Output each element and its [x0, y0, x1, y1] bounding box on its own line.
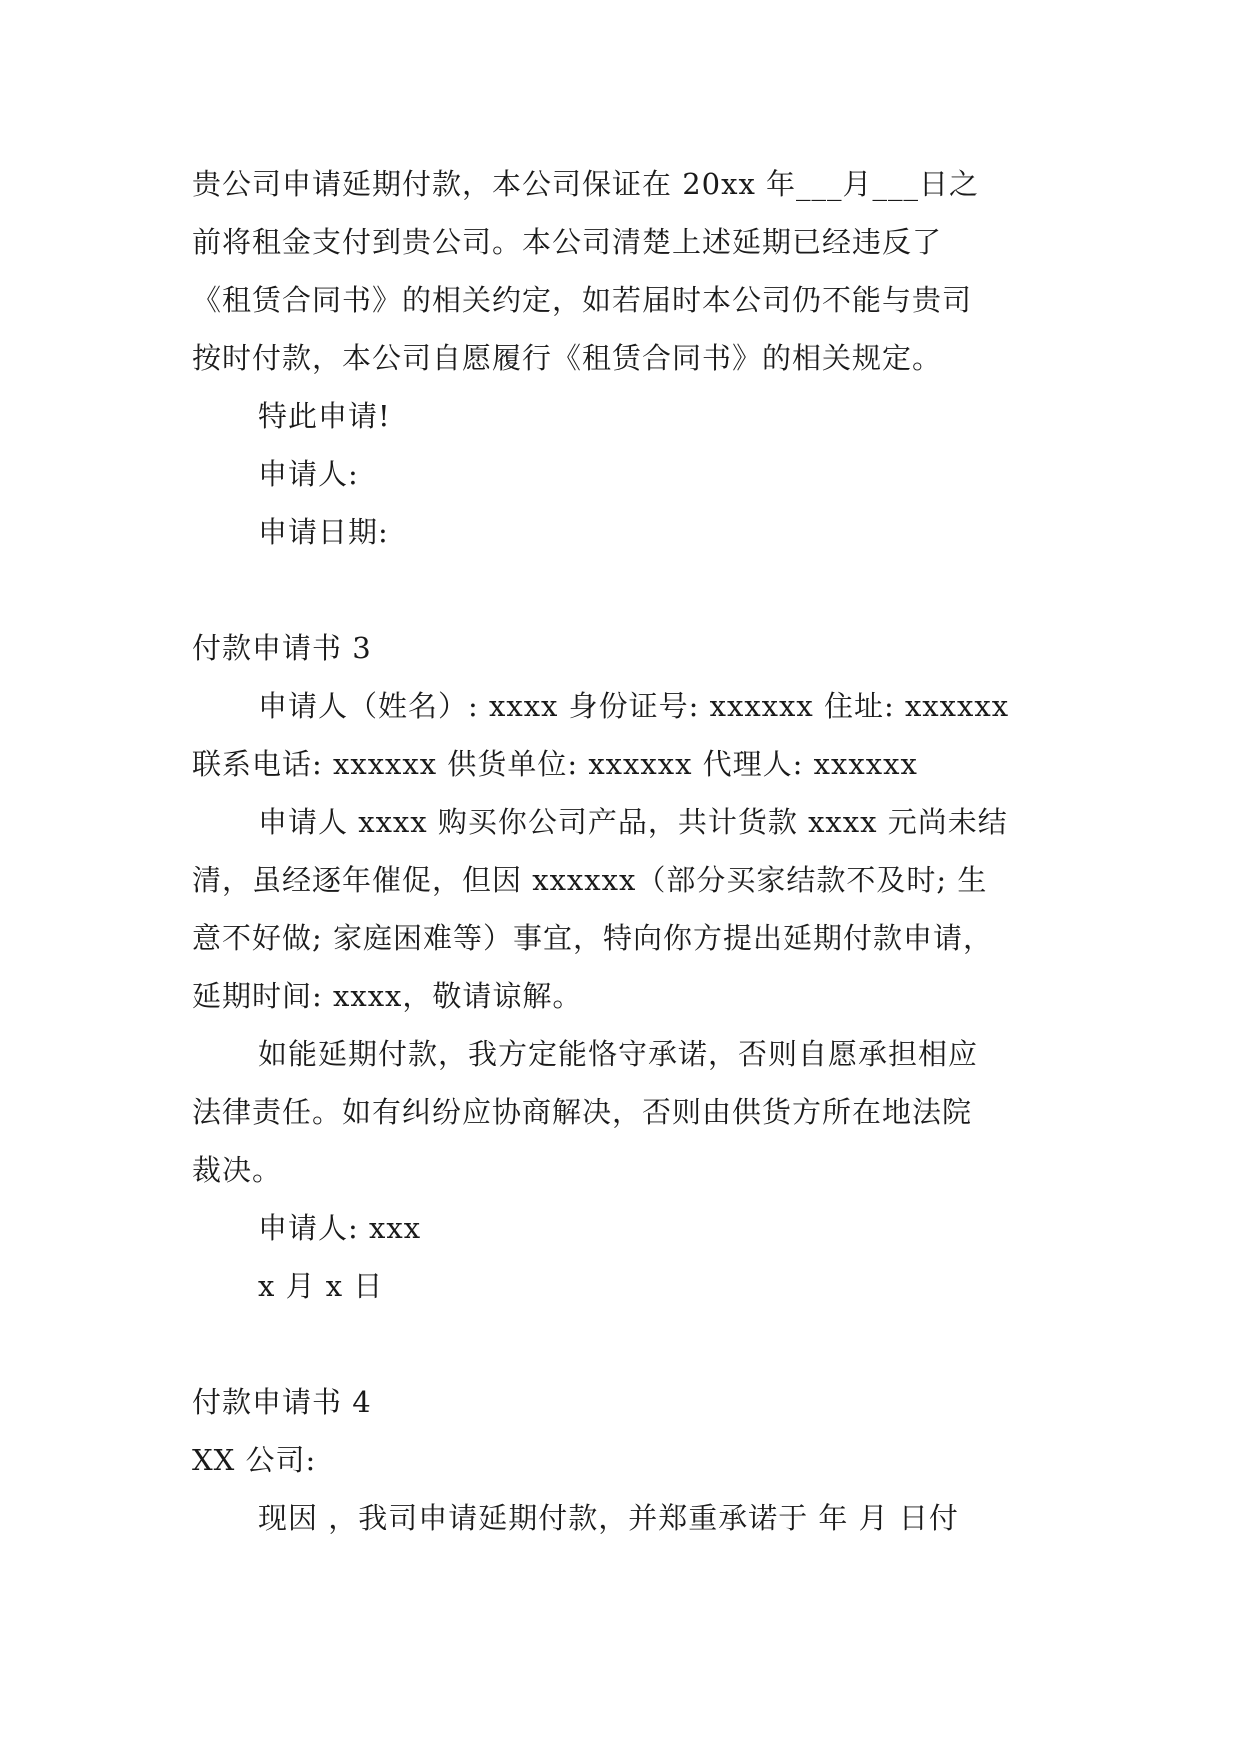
- paragraph-line: 裁决。: [192, 1153, 283, 1187]
- paragraph-line: 《租赁合同书》的相关约定，如若届时本公司仍不能与贵司: [192, 283, 973, 317]
- paragraph-line: 如能延期付款，我方定能恪守承诺，否则自愿承担相应: [258, 1037, 979, 1071]
- paragraph-line: 联系电话: xxxxxx 供货单位: xxxxxx 代理人: xxxxxx: [192, 747, 918, 781]
- application-date-label: 申请日期:: [258, 515, 389, 549]
- paragraph-line: 现因 ，我司申请延期付款，并郑重承诺于 年 月 日付: [258, 1501, 959, 1535]
- addressee-line: XX 公司:: [192, 1443, 317, 1477]
- paragraph-line: 申请人（姓名）: xxxx 身份证号: xxxxxx 住址: xxxxxx: [258, 689, 1010, 723]
- paragraph-line: 清，虽经逐年催促，但因 xxxxxx（部分买家结款不及时; 生: [192, 863, 988, 897]
- paragraph-line: 前将租金支付到贵公司。本公司清楚上述延期已经违反了: [192, 225, 943, 259]
- paragraph-line: 贵公司申请延期付款，本公司保证在 20xx 年___月___日之: [192, 167, 980, 201]
- paragraph-line: 申请人 xxxx 购买你公司产品，共计货款 xxxx 元尚未结: [258, 805, 1008, 839]
- signature-line: 申请人: xxx: [258, 1211, 422, 1245]
- paragraph-line: 延期时间: xxxx，敬请谅解。: [192, 979, 583, 1013]
- paragraph-line: 法律责任。如有纠纷应协商解决，否则由供货方所在地法院: [192, 1095, 973, 1129]
- section-title: 付款申请书 4: [192, 1385, 372, 1419]
- paragraph-line: 意不好做; 家庭困难等）事宜，特向你方提出延期付款申请，: [192, 921, 993, 955]
- date-line: x 月 x 日: [258, 1269, 384, 1303]
- closing-line: 特此申请!: [258, 399, 391, 433]
- paragraph-line: 按时付款，本公司自愿履行《租赁合同书》的相关规定。: [192, 341, 943, 375]
- section-title: 付款申请书 3: [192, 631, 372, 665]
- applicant-label: 申请人:: [258, 457, 359, 491]
